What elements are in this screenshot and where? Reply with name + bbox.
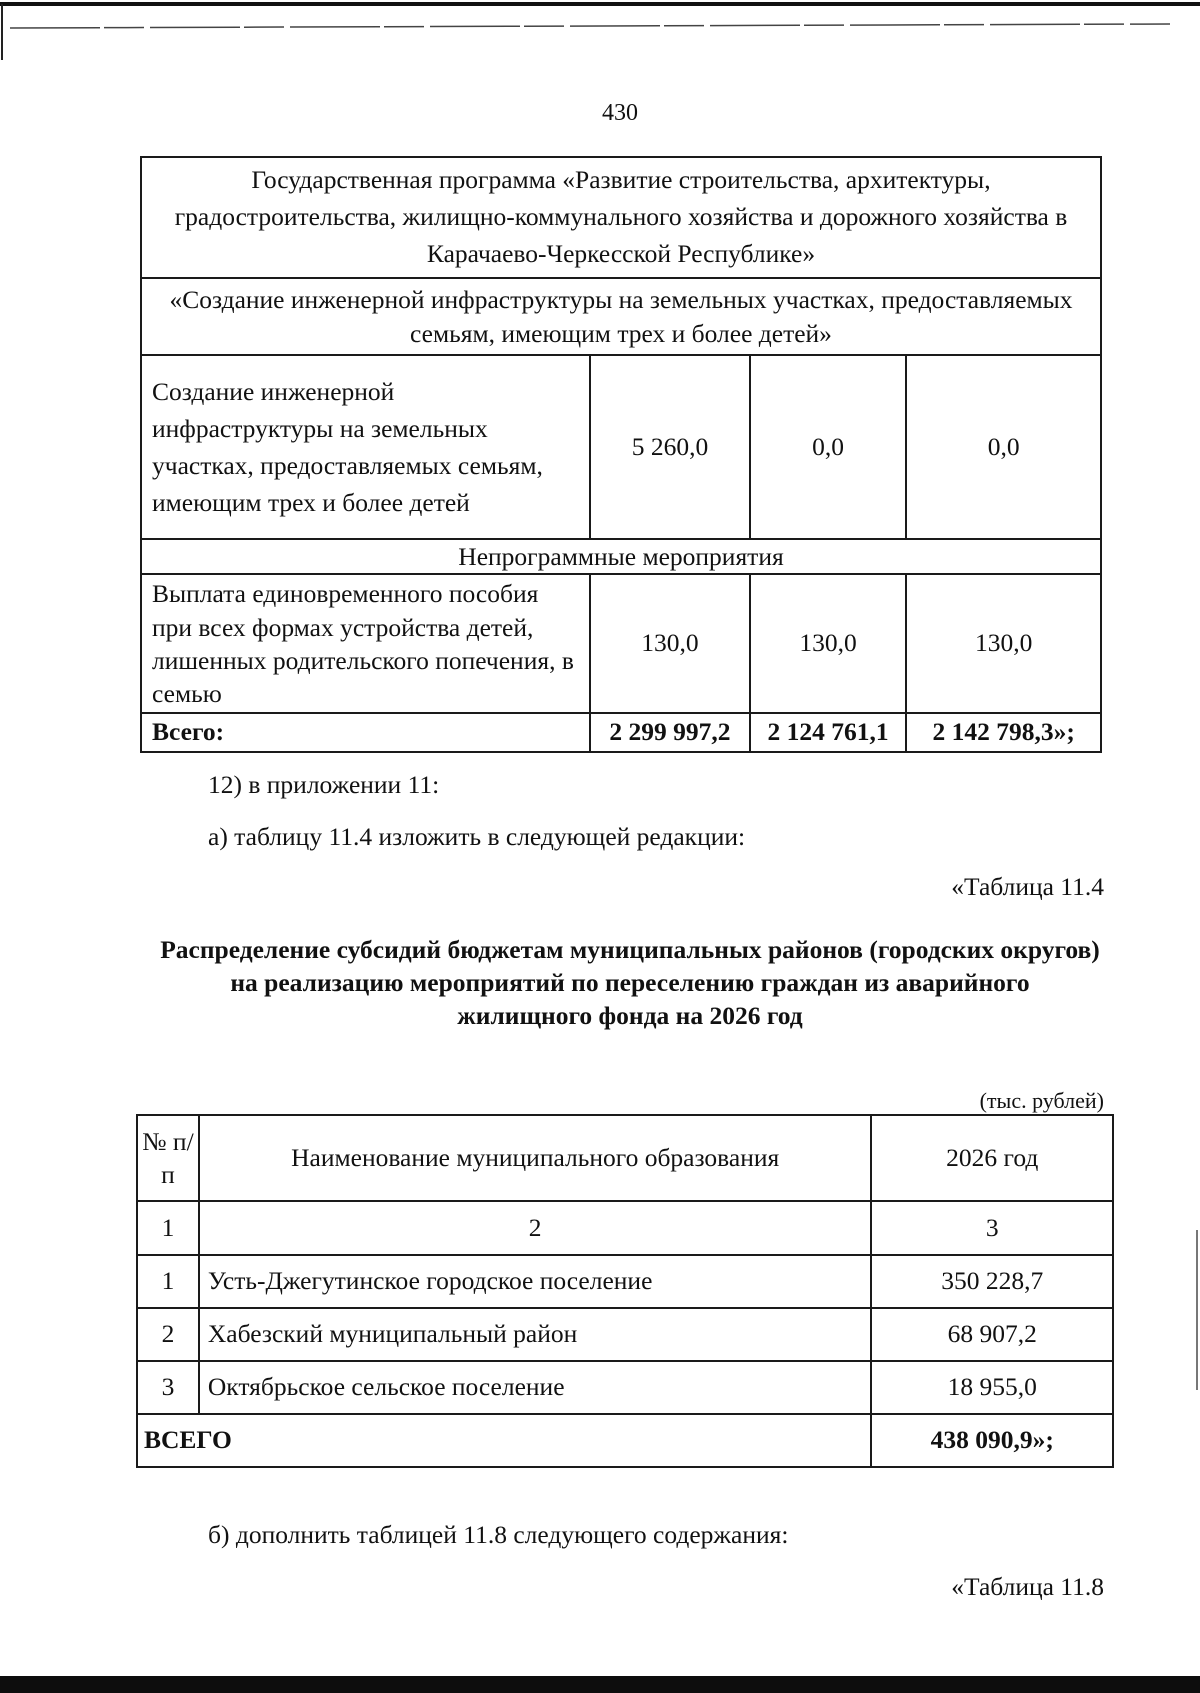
value-cell: 130,0: [906, 574, 1101, 713]
total-row: [137, 1414, 1113, 1467]
table-reference: «Таблица 11.8: [951, 1572, 1104, 1601]
section-title-row: [141, 539, 1101, 574]
value-cell: 5 260,0: [590, 355, 750, 539]
table-row: [141, 355, 1101, 539]
scan-edge-right: [1196, 1230, 1198, 1390]
total-label: ВСЕГО: [137, 1414, 871, 1467]
municipality-name: Усть-Джегутинское городское поселение: [199, 1255, 872, 1308]
value-cell: 130,0: [590, 574, 750, 713]
row-number: 1: [137, 1255, 199, 1308]
header-cell: Наименование муниципального образования: [199, 1115, 872, 1201]
section-title: Непрограммные мероприятия: [141, 539, 1101, 574]
amount-cell: 350 228,7: [871, 1255, 1113, 1308]
column-number-row: [137, 1201, 1113, 1255]
amount-cell: 18 955,0: [871, 1361, 1113, 1414]
total-value: 2 299 997,2: [590, 713, 750, 752]
row-name: Выплата единовременного пособия при всех формах устройства детей, лишенных родительского попечения, в семью: [141, 574, 590, 713]
units-label: (тыс. рублей): [979, 1088, 1104, 1113]
program-title-row: [141, 157, 1101, 278]
header-cell: № п/п: [137, 1115, 199, 1201]
total-value: 2 142 798,3»;: [906, 713, 1101, 752]
municipality-name: Хабезский муниципальный район: [199, 1308, 872, 1361]
value-cell: 130,0: [750, 574, 907, 713]
row-name: Создание инженерной инфраструктуры на земельных участках, предоставляемых семьям, имеющим трех и более детей: [141, 355, 590, 539]
table-row: [137, 1308, 1113, 1361]
scan-edge-top: [0, 0, 1200, 60]
municipality-name: Октябрьское сельское поселение: [199, 1361, 872, 1414]
row-number: 2: [137, 1308, 199, 1361]
budget-table: [140, 156, 1102, 753]
column-number: 3: [871, 1201, 1113, 1255]
value-cell: 0,0: [750, 355, 907, 539]
subprogram-title-row: [141, 278, 1101, 355]
total-label: Всего:: [141, 713, 590, 752]
header-row: [137, 1115, 1113, 1201]
column-number: 2: [199, 1201, 872, 1255]
table-row: [141, 574, 1101, 713]
table-row: [137, 1361, 1113, 1414]
program-title: Государственная программа «Развитие строительства, архитектуры, градостроительства, жилищно-коммунального хозяйства и дорожного хозяйства в Карачаево-Черкесской Республике»: [141, 157, 1101, 278]
paragraph-table-edit: а) таблицу 11.4 изложить в следующей редакции:: [208, 822, 746, 851]
column-number: 1: [137, 1201, 199, 1255]
table-row: [137, 1255, 1113, 1308]
paragraph-add-table: б) дополнить таблицей 11.8 следующего содержания:: [208, 1520, 789, 1549]
header-cell: 2026 год: [871, 1115, 1113, 1201]
table-reference: «Таблица 11.4: [951, 872, 1104, 901]
value-cell: 0,0: [906, 355, 1101, 539]
paragraph-appendix: 12) в приложении 11:: [208, 770, 440, 799]
total-value: 2 124 761,1: [750, 713, 907, 752]
row-number: 3: [137, 1361, 199, 1414]
table-title: Распределение субсидий бюджетам муниципальных районов (городских округов) на реализацию мероприятий по переселению граждан из аварийного жилищного фонда на 2026 год: [160, 935, 1100, 1031]
scan-edge-bottom: [0, 1676, 1200, 1693]
page-number: 430: [602, 100, 638, 126]
subsidy-table: [136, 1114, 1114, 1468]
total-row: [141, 713, 1101, 752]
subprogram-title: «Создание инженерной инфраструктуры на земельных участках, предоставляемых семьям, имеющим трех и более детей»: [141, 278, 1101, 355]
amount-cell: 68 907,2: [871, 1308, 1113, 1361]
total-value: 438 090,9»;: [871, 1414, 1113, 1467]
